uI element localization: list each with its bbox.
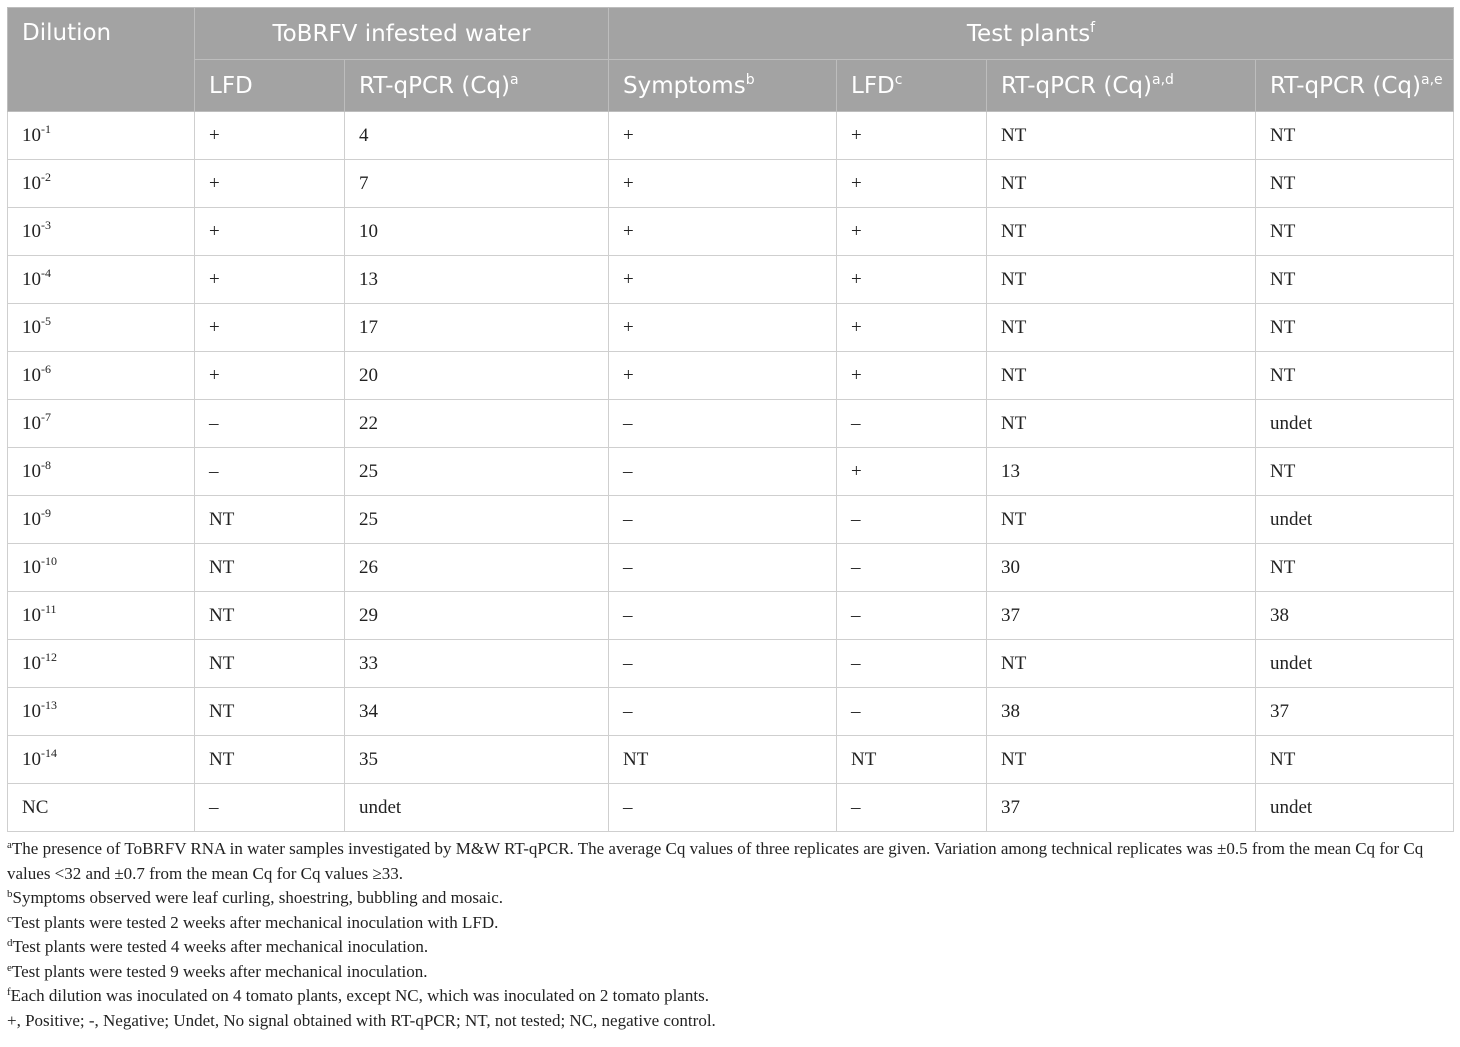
cell-plant-lfd: + — [837, 448, 987, 496]
cell-water-lfd: NT — [195, 544, 345, 592]
cell-water-cq: 22 — [345, 400, 609, 448]
dilution-exponent: -3 — [41, 217, 51, 232]
dilution-base: 10 — [22, 268, 41, 290]
footnote-marker: a — [7, 839, 12, 851]
cell-water-cq: 17 — [345, 304, 609, 352]
cell-plant-lfd: + — [837, 256, 987, 304]
cell-dilution — [8, 496, 195, 544]
header-water-cq: RT-qPCR $(Cq)^a$ — [345, 60, 609, 112]
table-row — [8, 400, 1454, 448]
cell-water-cq: 26 — [345, 544, 609, 592]
cell-dilution — [8, 736, 195, 784]
cell-plant-lfd: – — [837, 784, 987, 832]
dilution-exponent: -5 — [41, 313, 51, 328]
cell-cq-9wk: NT — [1256, 256, 1454, 304]
footnote-text: Test plants were tested 2 weeks after mechanical inoculation with LFD. — [11, 912, 499, 932]
cell-dilution — [8, 112, 195, 160]
cell-water-cq: 25 — [345, 496, 609, 544]
table-container — [7, 7, 1453, 1033]
cell-cq-4wk: NT — [987, 400, 1256, 448]
footnote — [7, 935, 1453, 960]
cell-cq-9wk: NT — [1256, 304, 1454, 352]
table-row — [8, 496, 1454, 544]
cell-water-cq: 35 — [345, 736, 609, 784]
cell-cq-9wk: 37 — [1256, 688, 1454, 736]
cell-water-cq: 25 — [345, 448, 609, 496]
cell-water-lfd: NT — [195, 688, 345, 736]
cell-cq-9wk: NT — [1256, 160, 1454, 208]
dilution-base: 10 — [22, 316, 41, 338]
cell-symptoms: + — [609, 208, 837, 256]
cell-cq-9wk: NT — [1256, 208, 1454, 256]
cell-symptoms: NT — [609, 736, 837, 784]
dilution-base: 10 — [22, 220, 41, 242]
cell-dilution — [8, 160, 195, 208]
footnote — [7, 1009, 1453, 1034]
cell-water-cq: 10 — [345, 208, 609, 256]
footnote-marker: b — [7, 888, 13, 900]
cell-cq-4wk: NT — [987, 208, 1256, 256]
cell-cq-4wk: NT — [987, 256, 1256, 304]
header-group-plants — [609, 8, 1454, 60]
cell-water-cq: 7 — [345, 160, 609, 208]
dilution-base: 10 — [22, 364, 41, 386]
dilution-base: 10 — [22, 556, 41, 578]
cell-dilution — [8, 784, 195, 832]
cell-dilution — [8, 256, 195, 304]
footnote — [7, 837, 1453, 886]
cell-plant-lfd: – — [837, 688, 987, 736]
table-row — [8, 592, 1454, 640]
dilution-base: 10 — [22, 652, 41, 674]
header-plant-lfd: LFD$^c$ — [837, 60, 987, 112]
table-row — [8, 448, 1454, 496]
dilution-exponent: -8 — [41, 457, 51, 472]
cell-symptoms: + — [609, 160, 837, 208]
cell-cq-4wk: NT — [987, 640, 1256, 688]
table-row — [8, 112, 1454, 160]
footnote-text: Symptoms observed were leaf curling, shoestring, bubbling and mosaic. — [12, 888, 504, 907]
table-row — [8, 544, 1454, 592]
cell-dilution — [8, 304, 195, 352]
footnote — [7, 886, 1453, 911]
cell-symptoms: – — [609, 448, 837, 496]
cell-dilution — [8, 544, 195, 592]
cell-water-cq: 33 — [345, 640, 609, 688]
cell-symptoms: – — [609, 400, 837, 448]
dilution-base: 10 — [22, 748, 41, 770]
cell-symptoms: + — [609, 112, 837, 160]
cell-cq-4wk: 30 — [987, 544, 1256, 592]
cell-cq-9wk: 38 — [1256, 592, 1454, 640]
cell-symptoms: – — [609, 592, 837, 640]
footnote-text: Test plants were tested 4 weeks after mechanical inoculation. — [12, 937, 429, 956]
cell-plant-lfd: – — [837, 400, 987, 448]
cell-dilution — [8, 640, 195, 688]
dilution-exponent: -12 — [41, 649, 57, 664]
cell-water-lfd: NT — [195, 592, 345, 640]
footnote-marker: f — [7, 986, 11, 998]
cell-plant-lfd: + — [837, 304, 987, 352]
table-row — [8, 256, 1454, 304]
table-row — [8, 160, 1454, 208]
cell-cq-9wk: undet — [1256, 400, 1454, 448]
cell-cq-9wk: NT — [1256, 352, 1454, 400]
cell-water-cq: 20 — [345, 352, 609, 400]
cell-water-lfd: – — [195, 400, 345, 448]
header-group-plants-label: Test plants — [966, 20, 1091, 47]
footnote-marker: c — [7, 912, 12, 925]
dilution-exponent: -14 — [41, 745, 57, 760]
cell-water-lfd: + — [195, 352, 345, 400]
cell-cq-4wk: 38 — [987, 688, 1256, 736]
cell-cq-4wk: 37 — [987, 592, 1256, 640]
cell-cq-4wk: NT — [987, 112, 1256, 160]
dilution-exponent: -6 — [41, 361, 51, 376]
dilution-exponent: -1 — [41, 121, 51, 136]
dilution-base: 10 — [22, 508, 41, 530]
cell-cq-4wk: NT — [987, 736, 1256, 784]
cell-plant-lfd: – — [837, 592, 987, 640]
table-row — [8, 736, 1454, 784]
cell-water-cq: 13 — [345, 256, 609, 304]
cell-dilution — [8, 352, 195, 400]
dilution-base: 10 — [22, 604, 41, 626]
dilution-exponent: -7 — [41, 409, 51, 424]
cell-water-cq: 4 — [345, 112, 609, 160]
dilution-exponent: -13 — [41, 697, 57, 712]
cell-cq-9wk: undet — [1256, 496, 1454, 544]
cell-dilution — [8, 400, 195, 448]
cell-plant-lfd: – — [837, 544, 987, 592]
table-row — [8, 352, 1454, 400]
dilution-base: 10 — [22, 700, 41, 722]
footnote-text: The presence of ToBRFV RNA in water samples investigated by M&W RT-qPCR. The average Cq values of three replicates are given. Variation among technical replicates was ±0.5 from the mean Cq for Cq values <32 and ±0.7 from the mean Cq for Cq values ≥33. — [7, 839, 1424, 883]
table-row — [8, 640, 1454, 688]
header-dilution: Dilution — [8, 8, 195, 112]
dilution-base: NC — [22, 796, 49, 818]
header-row-columns — [8, 60, 1454, 112]
cell-symptoms: – — [609, 544, 837, 592]
dilution-base: 10 — [22, 124, 41, 146]
header-water-lfd: LFD — [195, 60, 345, 112]
dilution-exponent: -2 — [41, 169, 51, 184]
cell-plant-lfd: + — [837, 208, 987, 256]
cell-water-lfd: – — [195, 448, 345, 496]
table-row — [8, 208, 1454, 256]
cell-symptoms: – — [609, 640, 837, 688]
header-group-water: ToBRFV infested water — [195, 8, 609, 60]
cell-water-cq: 29 — [345, 592, 609, 640]
cell-cq-4wk: 37 — [987, 784, 1256, 832]
footnote-text: Test plants were tested 9 weeks after mechanical inoculation. — [11, 961, 428, 981]
footnote — [7, 911, 1453, 936]
footnote — [7, 984, 1453, 1009]
cell-cq-9wk: NT — [1256, 448, 1454, 496]
cell-cq-9wk: NT — [1256, 544, 1454, 592]
header-group-plants-sup: f — [1090, 19, 1096, 36]
cell-plant-lfd: NT — [837, 736, 987, 784]
header-cq-4wk: RT-qPCR $(Cq)^{a,d}$ — [987, 60, 1256, 112]
cell-symptoms: + — [609, 352, 837, 400]
cell-water-lfd: + — [195, 160, 345, 208]
cell-water-lfd: + — [195, 256, 345, 304]
cell-water-cq: 34 — [345, 688, 609, 736]
dilution-base: 10 — [22, 460, 41, 482]
header-cq-9wk: RT-qPCR $(Cq)^{a,e}$ — [1256, 60, 1454, 112]
cell-dilution — [8, 592, 195, 640]
footnote-marker: e — [7, 961, 12, 974]
table-body — [8, 112, 1454, 832]
cell-cq-9wk: NT — [1256, 112, 1454, 160]
table-row — [8, 304, 1454, 352]
cell-cq-4wk: NT — [987, 160, 1256, 208]
table-row — [8, 688, 1454, 736]
cell-plant-lfd: – — [837, 496, 987, 544]
cell-water-lfd: NT — [195, 736, 345, 784]
cell-cq-4wk: NT — [987, 304, 1256, 352]
cell-symptoms: – — [609, 496, 837, 544]
table-header — [8, 8, 1454, 112]
cell-water-lfd: NT — [195, 640, 345, 688]
cell-water-lfd: + — [195, 208, 345, 256]
cell-plant-lfd: – — [837, 640, 987, 688]
footnote-text: Each dilution was inoculated on 4 tomato plants, except NC, which was inoculated on 2 tomato plants. — [10, 986, 709, 1005]
cell-symptoms: – — [609, 784, 837, 832]
cell-cq-4wk: 13 — [987, 448, 1256, 496]
cell-symptoms: + — [609, 304, 837, 352]
cell-cq-4wk: NT — [987, 496, 1256, 544]
cell-cq-9wk: undet — [1256, 784, 1454, 832]
header-symptoms: Symptoms$^b$ — [609, 60, 837, 112]
cell-water-cq: undet — [345, 784, 609, 832]
cell-plant-lfd: + — [837, 112, 987, 160]
dilution-exponent: -10 — [41, 553, 57, 568]
results-table — [7, 7, 1454, 832]
cell-cq-9wk: NT — [1256, 736, 1454, 784]
cell-water-lfd: + — [195, 112, 345, 160]
cell-plant-lfd: + — [837, 352, 987, 400]
footnote-marker: d — [7, 937, 13, 949]
cell-plant-lfd: + — [837, 160, 987, 208]
dilution-exponent: -4 — [41, 265, 51, 280]
dilution-exponent: -9 — [41, 505, 51, 520]
cell-dilution — [8, 208, 195, 256]
cell-cq-4wk: NT — [987, 352, 1256, 400]
table-row — [8, 784, 1454, 832]
cell-dilution — [8, 448, 195, 496]
footnotes — [7, 837, 1453, 1033]
dilution-exponent: -11 — [41, 601, 57, 616]
cell-cq-9wk: undet — [1256, 640, 1454, 688]
cell-symptoms: – — [609, 688, 837, 736]
cell-water-lfd: + — [195, 304, 345, 352]
footnote-text: +, Positive; -, Negative; Undet, No signal obtained with RT-qPCR; NT, not tested; NC, negative control. — [7, 1010, 716, 1030]
dilution-base: 10 — [22, 412, 41, 434]
cell-dilution — [8, 688, 195, 736]
dilution-base: 10 — [22, 172, 41, 194]
header-row-groups — [8, 8, 1454, 60]
footnote — [7, 960, 1453, 985]
cell-water-lfd: NT — [195, 496, 345, 544]
cell-water-lfd: – — [195, 784, 345, 832]
cell-symptoms: + — [609, 256, 837, 304]
